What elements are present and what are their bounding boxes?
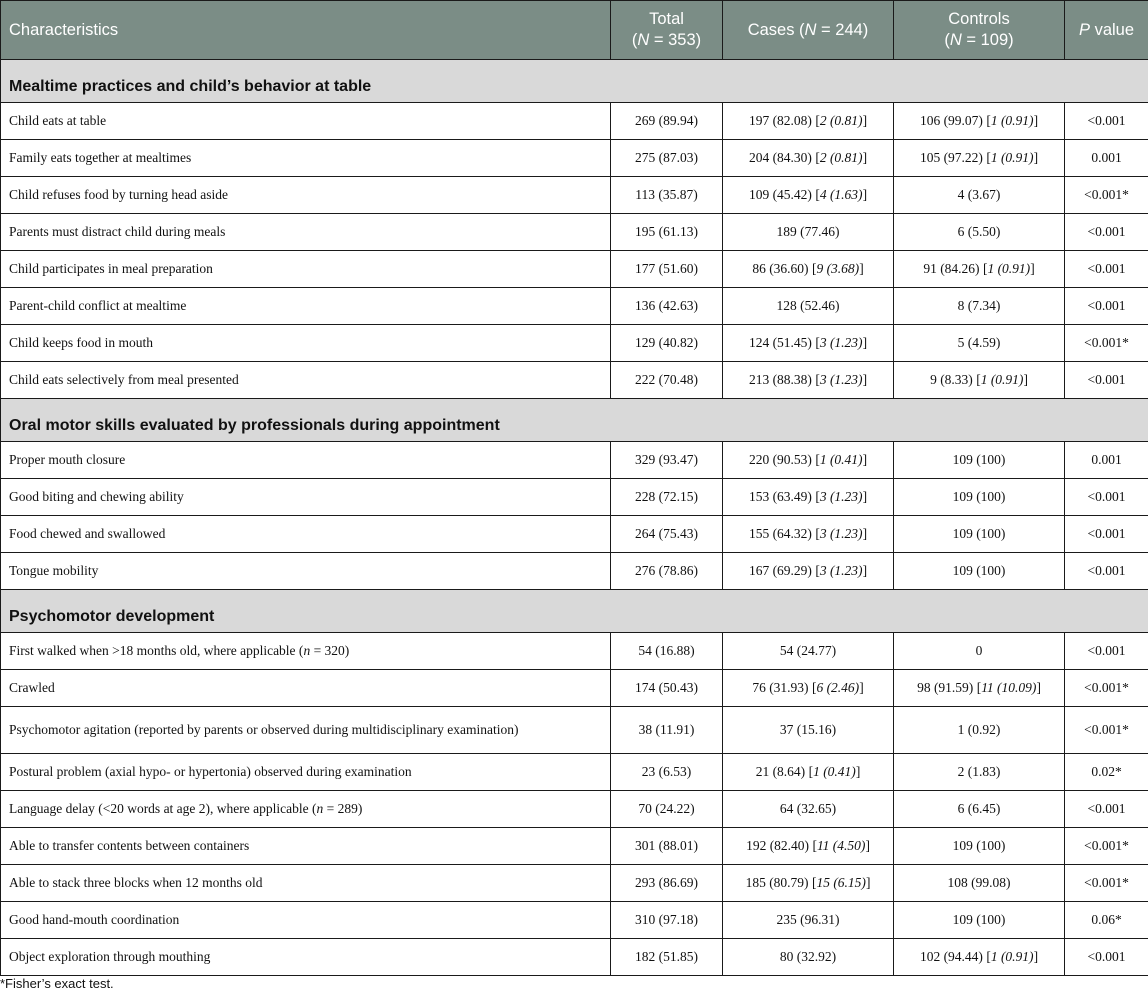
cases-missing: [4 (1.63)]	[815, 187, 868, 202]
section-title: Mealtime practices and child’s behavior at table	[1, 60, 1148, 103]
row-label: First walked when >18 months old, where applicable (n = 320)	[1, 633, 611, 670]
cases-value: 220 (90.53)	[748, 452, 812, 467]
cell-cases	[723, 140, 894, 177]
cell-controls	[894, 251, 1065, 288]
cell-p-value: <0.001	[1065, 791, 1148, 828]
cell-controls	[894, 177, 1065, 214]
cases-missing: [6 (2.46)]	[811, 680, 864, 695]
cell-cases	[723, 288, 894, 325]
cell-total: 177 (51.60)	[611, 251, 723, 288]
cell-p-value: 0.02*	[1065, 754, 1148, 791]
cases-missing: [3 (1.23)]	[815, 563, 868, 578]
row-label: Tongue mobility	[1, 553, 611, 590]
controls-value: 5 (4.59)	[957, 335, 1001, 350]
cell-controls	[894, 902, 1065, 939]
table-row	[1, 754, 1148, 791]
cell-controls	[894, 288, 1065, 325]
cell-cases	[723, 479, 894, 516]
row-label: Able to transfer contents between containers	[1, 828, 611, 865]
table-row	[1, 251, 1148, 288]
cases-value: 204 (84.30)	[748, 150, 812, 165]
cell-controls	[894, 325, 1065, 362]
table-row	[1, 214, 1148, 251]
cell-p-value: <0.001	[1065, 103, 1148, 140]
row-label: Child eats at table	[1, 103, 611, 140]
cell-total: 195 (61.13)	[611, 214, 723, 251]
table-row	[1, 865, 1148, 902]
controls-value: 109 (100)	[952, 452, 1006, 467]
controls-value: 4 (3.67)	[957, 187, 1001, 202]
cell-cases	[723, 177, 894, 214]
cell-total: 113 (35.87)	[611, 177, 723, 214]
cell-p-value: 0.06*	[1065, 902, 1148, 939]
controls-value: 1 (0.92)	[957, 722, 1001, 737]
cases-value: 109 (45.42)	[748, 187, 812, 202]
cell-controls	[894, 939, 1065, 976]
cell-controls	[894, 479, 1065, 516]
cell-cases	[723, 939, 894, 976]
row-label: Language delay (<20 words at age 2), where applicable (n = 289)	[1, 791, 611, 828]
table-row	[1, 828, 1148, 865]
cell-total: 310 (97.18)	[611, 902, 723, 939]
cases-value: 192 (82.40)	[746, 838, 810, 853]
table-header	[1, 1, 1148, 60]
cell-controls	[894, 140, 1065, 177]
cell-p-value: <0.001	[1065, 214, 1148, 251]
cases-missing: [3 (1.23)]	[815, 372, 868, 387]
table-row	[1, 516, 1148, 553]
controls-missing: [1 (0.91)]	[986, 113, 1039, 128]
footnote: *Fisher’s exact test.	[0, 976, 114, 991]
cell-controls	[894, 791, 1065, 828]
cell-total: 182 (51.85)	[611, 939, 723, 976]
cell-cases	[723, 828, 894, 865]
cell-total: 129 (40.82)	[611, 325, 723, 362]
controls-value: 105 (97.22)	[919, 150, 983, 165]
cell-total: 329 (93.47)	[611, 442, 723, 479]
cases-missing: [2 (0.81)]	[815, 113, 868, 128]
cell-total: 54 (16.88)	[611, 633, 723, 670]
cell-p-value: <0.001	[1065, 553, 1148, 590]
header-p-value: P value	[1065, 1, 1148, 60]
cases-value: 76 (31.93)	[752, 680, 809, 695]
table-row	[1, 177, 1148, 214]
cell-cases	[723, 516, 894, 553]
cases-missing: [1 (0.41)]	[815, 452, 868, 467]
section-header-row	[1, 60, 1148, 103]
cell-cases	[723, 214, 894, 251]
header-controls-line2: (N = 109)	[944, 31, 1014, 49]
table-row	[1, 553, 1148, 590]
controls-value: 108 (99.08)	[947, 875, 1011, 890]
cell-cases	[723, 633, 894, 670]
header-total	[611, 1, 723, 60]
cell-total: 136 (42.63)	[611, 288, 723, 325]
controls-missing: [1 (0.91)]	[976, 372, 1028, 387]
row-label: Child eats selectively from meal presented	[1, 362, 611, 399]
cases-value: 189 (77.46)	[776, 224, 840, 239]
table-row	[1, 140, 1148, 177]
table-row	[1, 442, 1148, 479]
controls-value: 2 (1.83)	[957, 764, 1001, 779]
table-row	[1, 103, 1148, 140]
controls-value: 6 (6.45)	[957, 801, 1001, 816]
row-label: Able to stack three blocks when 12 months old	[1, 865, 611, 902]
controls-missing: [1 (0.91)]	[986, 150, 1039, 165]
row-label: Parent-child conflict at mealtime	[1, 288, 611, 325]
cell-total: 38 (11.91)	[611, 707, 723, 754]
table-row	[1, 902, 1148, 939]
cell-controls	[894, 670, 1065, 707]
row-label: Child refuses food by turning head aside	[1, 177, 611, 214]
cases-value: 54 (24.77)	[779, 643, 837, 658]
row-label: Parents must distract child during meals	[1, 214, 611, 251]
cell-total: 264 (75.43)	[611, 516, 723, 553]
table-row	[1, 670, 1148, 707]
section-header-row	[1, 590, 1148, 633]
controls-missing: [11 (10.09)]	[976, 680, 1041, 695]
cell-p-value: <0.001*	[1065, 325, 1148, 362]
controls-value: 9 (8.33)	[930, 372, 973, 387]
controls-value: 8 (7.34)	[957, 298, 1001, 313]
controls-value: 102 (94.44)	[919, 949, 983, 964]
controls-value: 109 (100)	[952, 489, 1006, 504]
cases-missing: [3 (1.23)]	[815, 526, 868, 541]
controls-missing: [1 (0.91)]	[982, 261, 1035, 276]
cell-cases	[723, 251, 894, 288]
cases-missing: [15 (6.15)]	[811, 875, 871, 890]
row-label: Child participates in meal preparation	[1, 251, 611, 288]
cell-controls	[894, 214, 1065, 251]
cell-cases	[723, 362, 894, 399]
cell-controls	[894, 865, 1065, 902]
row-label: Good hand-mouth coordination	[1, 902, 611, 939]
cell-p-value: <0.001	[1065, 288, 1148, 325]
cases-value: 167 (69.29)	[748, 563, 812, 578]
cell-controls	[894, 442, 1065, 479]
section-title: Oral motor skills evaluated by professionals during appointment	[1, 399, 1148, 442]
cell-controls	[894, 103, 1065, 140]
header-cases: Cases (N = 244)	[723, 1, 894, 60]
header-characteristics: Characteristics	[1, 1, 611, 60]
header-total-line1: Total	[649, 10, 684, 28]
section-header-row	[1, 399, 1148, 442]
cases-missing: [1 (0.41)]	[808, 764, 861, 779]
row-label: Good biting and chewing ability	[1, 479, 611, 516]
cell-cases	[723, 902, 894, 939]
cell-cases	[723, 442, 894, 479]
controls-value: 109 (100)	[952, 563, 1006, 578]
cell-cases	[723, 791, 894, 828]
table-row	[1, 791, 1148, 828]
cases-value: 124 (51.45)	[748, 335, 812, 350]
table-row	[1, 633, 1148, 670]
cases-missing: [3 (1.23)]	[815, 489, 868, 504]
header-controls-line1: Controls	[948, 10, 1010, 28]
cell-total: 276 (78.86)	[611, 553, 723, 590]
cell-p-value: <0.001	[1065, 939, 1148, 976]
cell-total: 269 (89.94)	[611, 103, 723, 140]
cell-total: 23 (6.53)	[611, 754, 723, 791]
table-body	[1, 60, 1148, 976]
cases-value: 213 (88.38)	[748, 372, 812, 387]
table-row	[1, 707, 1148, 754]
section-title: Psychomotor development	[1, 590, 1148, 633]
cell-total: 222 (70.48)	[611, 362, 723, 399]
cell-p-value: <0.001*	[1065, 828, 1148, 865]
cell-p-value: <0.001	[1065, 479, 1148, 516]
cases-value: 37 (15.16)	[779, 722, 837, 737]
cell-controls	[894, 362, 1065, 399]
cell-p-value: <0.001	[1065, 362, 1148, 399]
cases-value: 21 (8.64)	[755, 764, 806, 779]
cell-p-value: <0.001	[1065, 516, 1148, 553]
cell-cases	[723, 707, 894, 754]
table-row	[1, 362, 1148, 399]
cell-p-value: <0.001*	[1065, 670, 1148, 707]
cases-value: 64 (32.65)	[779, 801, 837, 816]
cell-total: 70 (24.22)	[611, 791, 723, 828]
cell-cases	[723, 670, 894, 707]
row-label: Object exploration through mouthing	[1, 939, 611, 976]
cell-cases	[723, 103, 894, 140]
controls-value: 6 (5.50)	[957, 224, 1001, 239]
cell-cases	[723, 325, 894, 362]
controls-value: 109 (100)	[952, 912, 1006, 927]
controls-missing: [1 (0.91)]	[986, 949, 1039, 964]
header-total-line2: (N = 353)	[631, 31, 702, 49]
cell-total: 293 (86.69)	[611, 865, 723, 902]
controls-value: 109 (100)	[952, 526, 1006, 541]
cases-missing: [11 (4.50)]	[812, 838, 870, 853]
cell-p-value: <0.001*	[1065, 177, 1148, 214]
controls-value: 109 (100)	[952, 838, 1006, 853]
row-label: Psychomotor agitation (reported by parents or observed during multidisciplinary examination)	[1, 707, 611, 754]
row-label: Family eats together at mealtimes	[1, 140, 611, 177]
cases-missing: [2 (0.81)]	[815, 150, 868, 165]
table-row	[1, 325, 1148, 362]
cell-cases	[723, 754, 894, 791]
controls-value: 98 (91.59)	[917, 680, 974, 695]
cell-total: 228 (72.15)	[611, 479, 723, 516]
cell-p-value: 0.001	[1065, 442, 1148, 479]
controls-value: 0	[975, 643, 983, 658]
row-label: Crawled	[1, 670, 611, 707]
cases-value: 153 (63.49)	[748, 489, 812, 504]
cases-value: 80 (32.92)	[779, 949, 837, 964]
cases-value: 235 (96.31)	[776, 912, 840, 927]
controls-value: 106 (99.07)	[919, 113, 983, 128]
cases-value: 197 (82.08)	[748, 113, 812, 128]
cell-cases	[723, 865, 894, 902]
row-label: Postural problem (axial hypo- or hypertonia) observed during examination	[1, 754, 611, 791]
row-label: Child keeps food in mouth	[1, 325, 611, 362]
cases-value: 185 (80.79)	[745, 875, 809, 890]
cell-cases	[723, 553, 894, 590]
cell-controls	[894, 633, 1065, 670]
cell-total: 174 (50.43)	[611, 670, 723, 707]
cell-controls	[894, 707, 1065, 754]
controls-value: 91 (84.26)	[923, 261, 980, 276]
cell-controls	[894, 828, 1065, 865]
cell-controls	[894, 553, 1065, 590]
row-label: Food chewed and swallowed	[1, 516, 611, 553]
cell-p-value: 0.001	[1065, 140, 1148, 177]
cell-total: 301 (88.01)	[611, 828, 723, 865]
table-row	[1, 288, 1148, 325]
cell-p-value: <0.001*	[1065, 865, 1148, 902]
cell-p-value: <0.001	[1065, 633, 1148, 670]
cases-value: 128 (52.46)	[776, 298, 840, 313]
cases-missing: [9 (3.68)]	[811, 261, 864, 276]
cases-value: 155 (64.32)	[748, 526, 812, 541]
table-row	[1, 939, 1148, 976]
cell-p-value: <0.001	[1065, 251, 1148, 288]
cases-missing: [3 (1.23)]	[815, 335, 868, 350]
table-row	[1, 479, 1148, 516]
cell-p-value: <0.001*	[1065, 707, 1148, 754]
cell-controls	[894, 516, 1065, 553]
row-label: Proper mouth closure	[1, 442, 611, 479]
header-controls	[894, 1, 1065, 60]
cell-controls	[894, 754, 1065, 791]
cases-value: 86 (36.60)	[752, 261, 809, 276]
cell-total: 275 (87.03)	[611, 140, 723, 177]
